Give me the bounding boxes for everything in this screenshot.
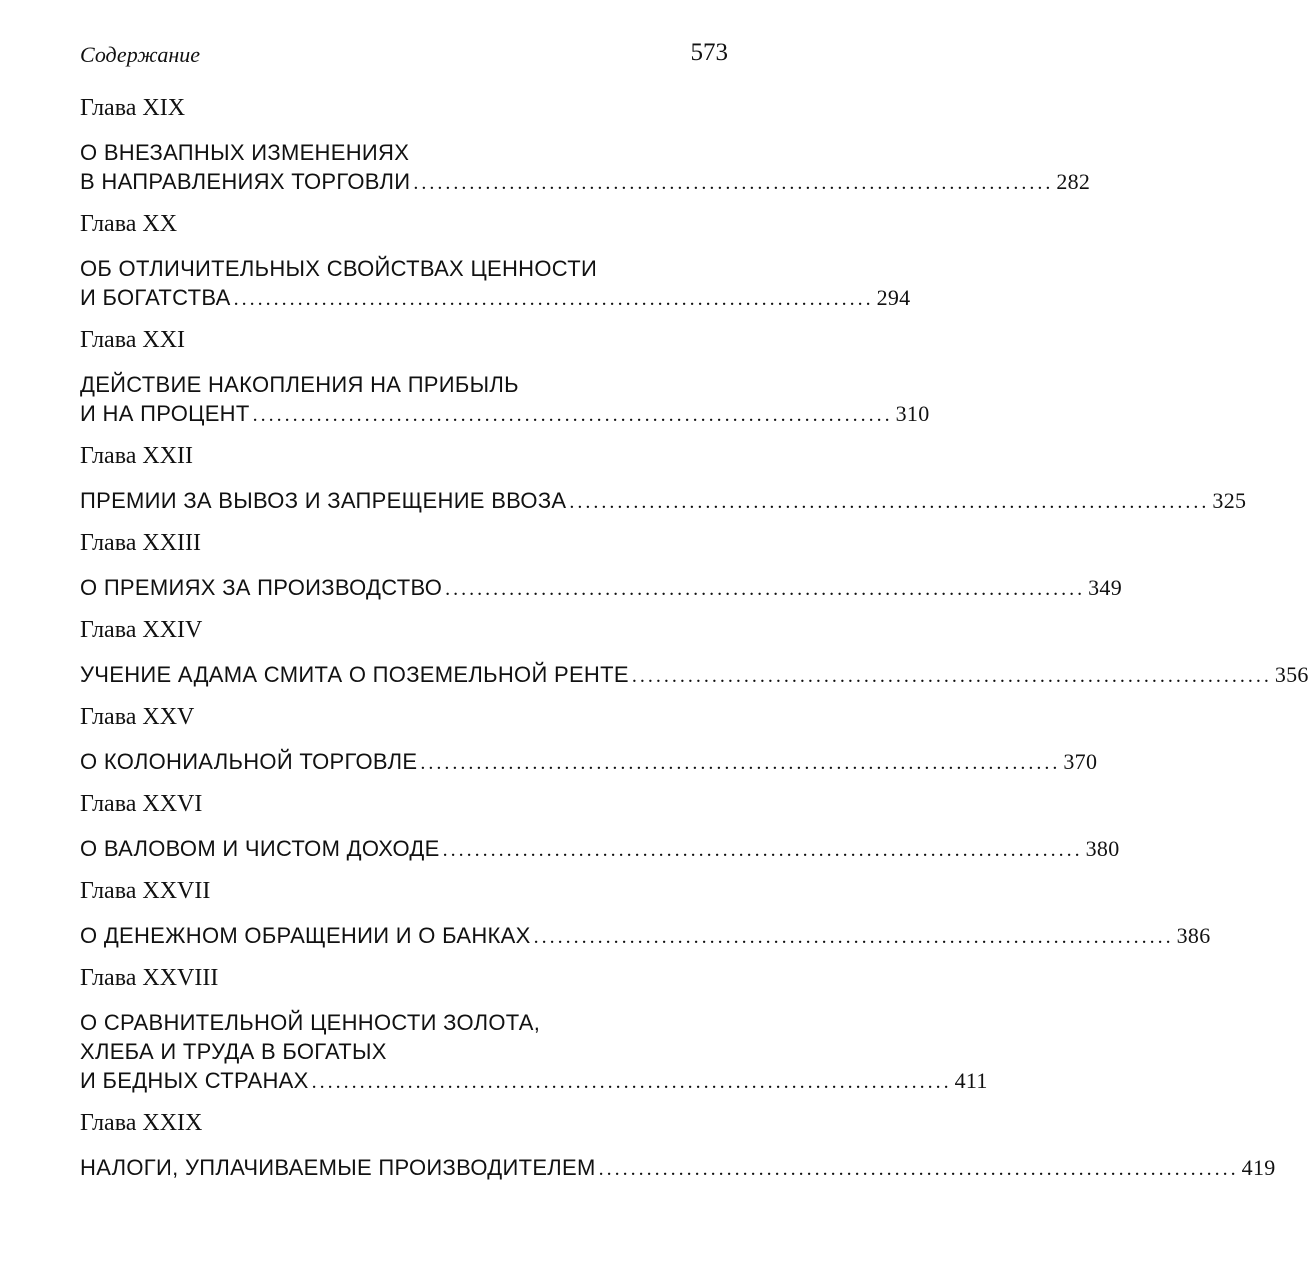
chapter-title-line: О ВАЛОВОМ И ЧИСТОМ ДОХОДЕ xyxy=(80,836,440,861)
entry-page-number: 282 xyxy=(1056,169,1091,194)
chapter-title-line: О ВНЕЗАПНЫХ ИЗМЕНЕНИЯХ xyxy=(80,140,410,165)
entry-page-number: 386 xyxy=(1176,923,1211,948)
entry-page-number: 370 xyxy=(1063,749,1098,774)
dot-leader: ................................................................................ xyxy=(598,1158,1239,1180)
chapter-label: Глава XXVII xyxy=(80,878,211,904)
dot-leader: ................................................................................ xyxy=(631,665,1272,687)
chapter-title-last-line xyxy=(80,747,1098,776)
chapter-title-last-line xyxy=(80,921,1211,950)
chapter-label: Глава XXIII xyxy=(80,530,202,556)
toc-entry xyxy=(80,962,988,1095)
chapter-title-line: О ПРЕМИЯХ ЗА ПРОИЗВОДСТВО xyxy=(80,575,443,600)
chapter-label: Глава XXI xyxy=(80,327,186,353)
page-number: 573 xyxy=(690,39,728,66)
entry-page-number: 349 xyxy=(1088,575,1123,600)
chapter-title-line: О КОЛОНИАЛЬНОЙ ТОРГОВЛЕ xyxy=(80,749,418,774)
dot-leader: ................................................................................ xyxy=(533,926,1174,948)
chapter-label: Глава XXIV xyxy=(80,617,203,643)
running-title: Содержание xyxy=(80,42,201,67)
chapter-title-line: О ДЕНЕЖНОМ ОБРАЩЕНИИ И О БАНКАХ xyxy=(80,923,531,948)
entry-page-number: 325 xyxy=(1212,488,1247,513)
chapter-title-line: ХЛЕБА И ТРУДА В БОГАТЫХ xyxy=(80,1039,387,1064)
toc-entry xyxy=(80,324,930,428)
entry-page-number: 356 xyxy=(1274,662,1309,687)
chapter-title-line: И БОГАТСТВА xyxy=(80,285,231,310)
running-head xyxy=(80,40,728,70)
chapter-label: Глава XX xyxy=(80,211,178,237)
chapter-label: Глава XXVIII xyxy=(80,965,219,991)
toc-entry xyxy=(80,1107,1276,1182)
chapter-title-last-line xyxy=(80,573,1123,602)
chapter-title-last-line xyxy=(80,834,1120,863)
table-of-contents xyxy=(80,92,1309,1194)
chapter-title-last-line xyxy=(80,660,1309,689)
dot-leader: ................................................................................ xyxy=(413,172,1054,194)
chapter-title-last-line xyxy=(80,399,930,428)
dot-leader: ................................................................................ xyxy=(233,288,874,310)
toc-entry xyxy=(80,701,1098,776)
dot-leader: ................................................................................ xyxy=(569,491,1210,513)
entry-page-number: 294 xyxy=(876,285,911,310)
chapter-title-line: И НА ПРОЦЕНТ xyxy=(80,401,250,426)
chapter-title-line: ДЕЙСТВИЕ НАКОПЛЕНИЯ НА ПРИБЫЛЬ xyxy=(80,372,519,397)
chapter-label: Глава XXIX xyxy=(80,1110,203,1136)
chapter-title-last-line xyxy=(80,486,1247,515)
chapter-title-line: ПРЕМИИ ЗА ВЫВОЗ И ЗАПРЕЩЕНИЕ ВВОЗА xyxy=(80,488,567,513)
chapter-title-line: О СРАВНИТЕЛЬНОЙ ЦЕННОСТИ ЗОЛОТА, xyxy=(80,1010,541,1035)
toc-entry xyxy=(80,788,1120,863)
dot-leader: ................................................................................ xyxy=(252,404,893,426)
toc-entry xyxy=(80,527,1123,602)
book-page xyxy=(80,0,1309,1280)
chapter-title-line: В НАПРАВЛЕНИЯХ ТОРГОВЛИ xyxy=(80,169,411,194)
chapter-title-last-line xyxy=(80,283,911,312)
entry-page-number: 411 xyxy=(954,1068,988,1093)
chapter-label: Глава XIX xyxy=(80,95,186,121)
chapter-title-line: НАЛОГИ, УПЛАЧИВАЕМЫЕ ПРОИЗВОДИТЕЛЕМ xyxy=(80,1155,596,1180)
chapter-label: Глава XXV xyxy=(80,704,195,730)
dot-leader: ................................................................................ xyxy=(442,839,1083,861)
chapter-title-line: УЧЕНИЕ АДАМА СМИТА О ПОЗЕМЕЛЬНОЙ РЕНТЕ xyxy=(80,662,629,687)
toc-entry xyxy=(80,440,1247,515)
toc-entry xyxy=(80,92,1091,196)
chapter-label: Глава XXVI xyxy=(80,791,203,817)
toc-entry xyxy=(80,875,1211,950)
chapter-title-last-line xyxy=(80,1066,988,1095)
chapter-title-line: И БЕДНЫХ СТРАНАХ xyxy=(80,1068,309,1093)
chapter-title-last-line xyxy=(80,167,1091,196)
entry-page-number: 380 xyxy=(1085,836,1120,861)
toc-entry xyxy=(80,614,1309,689)
entry-page-number: 310 xyxy=(895,401,930,426)
dot-leader: ................................................................................ xyxy=(445,578,1086,600)
chapter-label: Глава XXII xyxy=(80,443,194,469)
entry-page-number: 419 xyxy=(1241,1155,1276,1180)
dot-leader: ................................................................................ xyxy=(420,752,1061,774)
chapter-title-line: ОБ ОТЛИЧИТЕЛЬНЫХ СВОЙСТВАХ ЦЕННОСТИ xyxy=(80,256,598,281)
chapter-title-last-line xyxy=(80,1153,1276,1182)
dot-leader: ................................................................................ xyxy=(311,1071,952,1093)
toc-entry xyxy=(80,208,911,312)
